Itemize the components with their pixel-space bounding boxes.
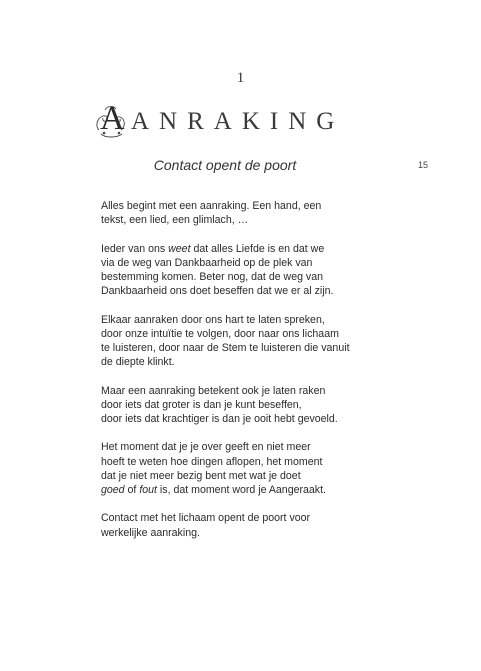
text-segment: werkelijke aanraking. (101, 526, 200, 539)
text-segment: Dankbaarheid ons doet beseffen dat we er al zijn. (101, 285, 334, 298)
text-line (101, 327, 391, 341)
text-segment: Contact met het lichaam opent de poort voor (101, 512, 311, 525)
chapter-title-text: ANRAKING (131, 108, 345, 135)
text-line (101, 270, 391, 284)
text-segment: Alles begint met een aanraking. Een hand, een (101, 200, 322, 212)
chapter-title (95, 98, 344, 138)
text-line (101, 313, 391, 327)
text-segment: tekst, een lied, een glimlach, … (101, 214, 249, 227)
text-line (101, 341, 391, 355)
paragraph (101, 384, 391, 427)
text-segment: de diepte klinkt. (101, 356, 175, 369)
text-segment: is, dat moment word je Aangeraakt. (156, 484, 326, 496)
text-segment: door onze intuïtie te volgen, door naar ons lichaam (101, 327, 339, 340)
emphasis-text: goed (101, 484, 125, 496)
text-segment: of (124, 484, 140, 496)
paragraph (101, 242, 391, 299)
text-line (101, 511, 391, 525)
page-number: 15 (418, 160, 429, 170)
text-segment: via de weg van Dankbaarheid op de plek van (101, 256, 313, 269)
text-segment: te luisteren, door naar de Stem te luisteren die vanuit (101, 342, 350, 354)
text-line (101, 242, 391, 256)
text-line (101, 483, 391, 497)
text-line (101, 469, 391, 483)
paragraph (101, 440, 391, 497)
text-line (101, 284, 391, 298)
text-segment: Ieder van ons (101, 242, 169, 255)
text-segment: hoeft te weten hoe dingen aflopen, het moment (101, 455, 323, 468)
text-line (101, 398, 391, 412)
text-segment: Maar een aanraking betekent ook je laten raken (101, 384, 326, 397)
text-line (101, 455, 391, 469)
drop-cap-letter: A (100, 100, 125, 137)
text-segment: dat alles Liefde is en dat we (190, 242, 325, 255)
text-segment: Elkaar aanraken door ons hart te laten spreken, (101, 313, 325, 326)
text-segment: door iets dat krachtiger is dan je ooit hebt gevoeld. (101, 413, 338, 425)
body-text (101, 199, 391, 554)
chapter-number: 1 (236, 70, 245, 86)
text-line (101, 213, 391, 227)
text-line (101, 384, 391, 398)
text-segment: door iets dat groter is dan je kunt beseffen, (101, 398, 302, 411)
paragraph (101, 511, 391, 539)
paragraph (101, 313, 391, 370)
text-line (101, 412, 391, 426)
text-segment: Het moment dat je je over geeft en niet meer (101, 441, 311, 454)
text-segment: dat je niet meer bezig bent met wat je doet (101, 469, 301, 482)
text-line (101, 256, 391, 270)
decorative-drop-cap (95, 100, 125, 138)
text-line (101, 355, 391, 369)
text-line (101, 526, 391, 540)
text-segment: bestemming komen. Beter nog, dat de weg van (101, 271, 324, 283)
text-line (101, 440, 391, 454)
text-line (101, 199, 391, 213)
emphasis-text: fout (139, 484, 157, 496)
paragraph (101, 199, 391, 227)
chapter-subtitle: Contact opent de poort (153, 157, 297, 173)
emphasis-text: weet (168, 242, 191, 255)
